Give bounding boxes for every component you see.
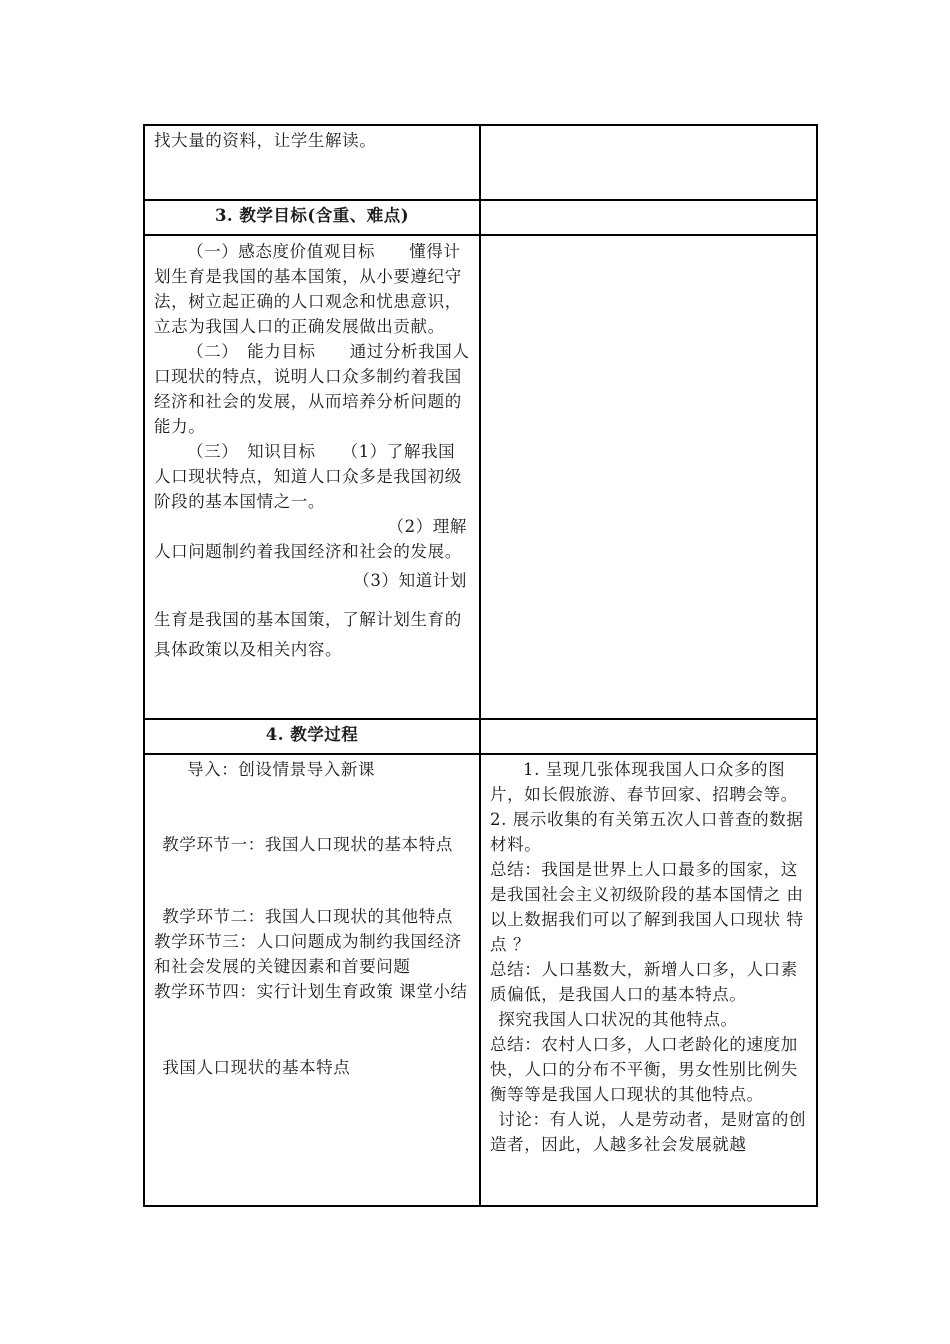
table-cell [144, 754, 480, 1206]
process-intro: 导入：创设情景导入新课 [187, 760, 376, 779]
activity-summary-3: 总结：农村人口多，人口老龄化的速度加快，人口的分布不平衡，男女性别比例失衡等等是我国人口现状的其他特点。 [490, 1035, 798, 1104]
table-row [144, 235, 817, 719]
process-summary: 我国人口现状的基本特点 [162, 1058, 351, 1077]
objective-knowledge-2-label: （2）理解 [387, 517, 467, 536]
process-step-1: 教学环节一：我国人口现状的基本特点 [162, 835, 453, 854]
objective-attitude: （一）感态度价值观目标 懂得计划生育是我国的基本国策，从小要遵纪守法，树立起正确的人口观念和忧患意识，立志为我国人口的正确发展做出贡献。 [154, 242, 462, 336]
cell-text: 找大量的资料，让学生解读。 [154, 131, 377, 150]
objective-knowledge-3: 生育是我国的基本国策，了解计划生育的具体政策以及相关内容。 [154, 610, 462, 659]
activity-summary-1: 总结：我国是世界上人口最多的国家，这是我国社会主义初级阶段的基本国情之 由以上数据我们可以了解到我国人口现状 特点 ？ [490, 860, 804, 954]
process-step-3: 教学环节三：人口问题成为制约我国经济和社会发展的关键因素和首要问题 [154, 932, 462, 976]
objective-ability: （二） 能力目标 通过分析我国人口现状的特点，说明人口众多制约着我国经济和社会的发展，从而培养分析问题的能力。 [154, 342, 470, 436]
activity-2: 2. 展示收集的有关第五次人口普查的数据材料。 [490, 810, 804, 854]
cell-text [481, 126, 816, 127]
table-cell [144, 719, 480, 754]
table-cell [144, 235, 480, 719]
activity-summary-2: 总结：人口基数大，新增人口多，人口素质偏低，是我国人口的基本特点。 [490, 960, 798, 1004]
lesson-plan-table [143, 124, 818, 1207]
table-cell [480, 235, 817, 719]
objective-knowledge: （三） 知识目标 （1）了解我国人口现状特点，知道人口众多是我国初级阶段的基本国情之一。 [154, 442, 462, 511]
table-row [144, 200, 817, 235]
process-step-4: 教学环节四：实行计划生育政策 课堂小结 [154, 982, 468, 1001]
table-cell [144, 200, 480, 235]
table-cell [480, 719, 817, 754]
section-heading: 4. 教学过程 [265, 725, 359, 744]
activity-discussion: 讨论：有人说，人是劳动者，是财富的创造者，因此，人越多社会发展就越 [490, 1110, 807, 1154]
table-cell [144, 125, 480, 200]
process-step-2: 教学环节二：我国人口现状的其他特点 [162, 907, 453, 926]
table-row [144, 754, 817, 1206]
table-row [144, 125, 817, 200]
objective-knowledge-2: 人口问题制约着我国经济和社会的发展。 [154, 542, 462, 561]
table-cell [480, 754, 817, 1206]
table-cell [480, 125, 817, 200]
table-cell [480, 200, 817, 235]
table-row [144, 719, 817, 754]
section-heading: 3. 教学目标(含重、难点) [214, 206, 410, 225]
objective-knowledge-3-label: （3）知道计划 [353, 571, 467, 590]
activity-1: 1. 呈现几张体现我国人口众多的图片，如长假旅游、春节回家、招聘会等。 [490, 760, 798, 804]
activity-explore: 探究我国人口状况的其他特点。 [498, 1010, 738, 1029]
